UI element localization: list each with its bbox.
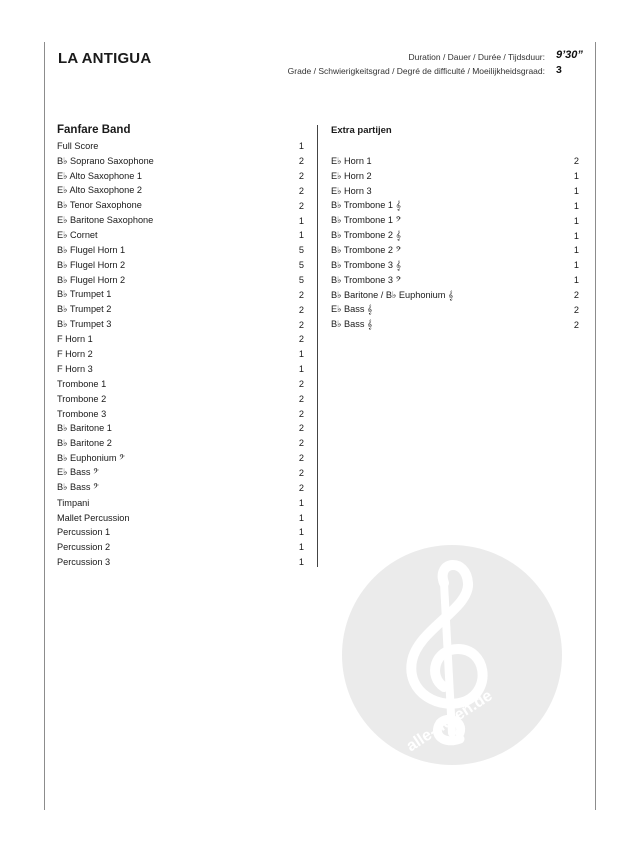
part-row xyxy=(57,406,304,421)
part-row xyxy=(57,169,304,184)
part-count: 1 xyxy=(573,245,579,256)
part-name: B♭ Trombone 2 𝄞 xyxy=(331,230,402,241)
part-count: 2 xyxy=(573,319,579,330)
part-name: B♭ Trumpet 2 xyxy=(57,304,112,315)
part-name: E♭ Horn 3 xyxy=(331,185,372,196)
part-row xyxy=(57,436,304,451)
part-count: 2 xyxy=(298,467,304,478)
part-count: 1 xyxy=(298,542,304,553)
part-count: 1 xyxy=(298,527,304,538)
extra-parts-list xyxy=(331,154,579,332)
part-row xyxy=(57,421,304,436)
part-row xyxy=(331,258,579,273)
part-row xyxy=(331,228,579,243)
part-count: 5 xyxy=(298,245,304,256)
part-row xyxy=(57,510,304,525)
part-row xyxy=(331,302,579,317)
part-count: 1 xyxy=(573,186,579,197)
part-row xyxy=(331,243,579,258)
part-row xyxy=(57,154,304,169)
part-name: B♭ Bass 𝄞 xyxy=(331,319,373,330)
part-row xyxy=(57,480,304,495)
extra-parts-heading: Extra partijen xyxy=(331,125,392,136)
page-title: LA ANTIGUA xyxy=(58,50,152,67)
part-name: Percussion 2 xyxy=(57,542,111,553)
part-name: B♭ Euphonium 𝄢 xyxy=(57,452,125,463)
part-count: 2 xyxy=(298,482,304,493)
part-row xyxy=(57,332,304,347)
part-name: B♭ Soprano Saxophone xyxy=(57,155,154,166)
part-row xyxy=(57,243,304,258)
duration-label: Duration / Dauer / Durée / Tijdsduur: xyxy=(408,52,545,62)
part-count: 2 xyxy=(298,453,304,464)
part-count: 1 xyxy=(573,171,579,182)
part-count: 1 xyxy=(573,215,579,226)
part-count: 2 xyxy=(298,378,304,389)
part-count: 2 xyxy=(298,319,304,330)
part-count: 1 xyxy=(573,230,579,241)
part-count: 2 xyxy=(298,200,304,211)
part-name: B♭ Trombone 3 𝄞 xyxy=(331,259,402,270)
part-name: Percussion 3 xyxy=(57,557,111,568)
part-row xyxy=(57,184,304,199)
part-row xyxy=(57,347,304,362)
part-name: F Horn 1 xyxy=(57,334,93,345)
part-name: B♭ Flugel Horn 2 xyxy=(57,274,126,285)
part-name: B♭ Baritone 1 xyxy=(57,422,112,433)
part-row xyxy=(57,377,304,392)
part-count: 2 xyxy=(298,171,304,182)
part-name: E♭ Baritone Saxophone xyxy=(57,215,154,226)
part-count: 2 xyxy=(298,408,304,419)
part-count: 5 xyxy=(298,260,304,271)
part-row xyxy=(331,184,579,199)
watermark-text: alle-noten.de xyxy=(403,687,496,756)
part-row xyxy=(57,362,304,377)
part-count: 1 xyxy=(573,260,579,271)
column-divider xyxy=(317,125,318,567)
part-name: B♭ Trombone 2 𝄢 xyxy=(331,244,402,255)
part-count: 5 xyxy=(298,275,304,286)
part-name: B♭ Trombone 1 𝄞 xyxy=(331,200,402,211)
part-name: E♭ Bass 𝄢 xyxy=(57,467,99,478)
part-count: 2 xyxy=(573,304,579,315)
part-name: Mallet Percussion xyxy=(57,512,130,523)
part-row xyxy=(57,555,304,570)
part-name: Percussion 1 xyxy=(57,527,111,538)
part-row xyxy=(331,154,579,169)
part-count: 2 xyxy=(298,438,304,449)
page-border-right xyxy=(595,42,596,810)
part-name: E♭ Alto Saxophone 1 xyxy=(57,170,143,181)
part-count: 1 xyxy=(573,275,579,286)
part-count: 2 xyxy=(298,304,304,315)
part-count: 1 xyxy=(298,557,304,568)
part-row xyxy=(57,198,304,213)
part-name: E♭ Horn 1 xyxy=(331,155,372,166)
part-name: B♭ Baritone 2 xyxy=(57,437,112,448)
part-row xyxy=(331,169,579,184)
part-row xyxy=(57,391,304,406)
page-border-left xyxy=(44,42,45,810)
part-name: Timpani xyxy=(57,497,90,508)
part-count: 1 xyxy=(298,215,304,226)
part-row xyxy=(57,525,304,540)
watermark-logo xyxy=(340,543,564,767)
part-count: 2 xyxy=(573,290,579,301)
fanfare-band-heading: Fanfare Band xyxy=(57,124,131,136)
part-count: 1 xyxy=(298,349,304,360)
part-count: 1 xyxy=(573,200,579,211)
part-row xyxy=(331,213,579,228)
part-row xyxy=(331,199,579,214)
part-row xyxy=(57,213,304,228)
duration-value: 9’30” xyxy=(556,49,583,61)
part-name: B♭ Trombone 1 𝄢 xyxy=(331,215,402,226)
part-count: 2 xyxy=(573,156,579,167)
part-name: E♭ Cornet xyxy=(57,229,98,240)
part-count: 2 xyxy=(298,185,304,196)
part-row xyxy=(57,495,304,510)
part-row xyxy=(57,540,304,555)
part-name: Trombone 2 xyxy=(57,393,107,404)
part-name: Trombone 3 xyxy=(57,408,107,419)
part-row xyxy=(57,287,304,302)
part-row xyxy=(57,139,304,154)
part-count: 1 xyxy=(298,141,304,152)
part-name: F Horn 2 xyxy=(57,349,93,360)
part-row xyxy=(57,258,304,273)
part-row xyxy=(331,273,579,288)
part-name: B♭ Trombone 3 𝄢 xyxy=(331,274,402,285)
part-row xyxy=(331,288,579,303)
part-name: E♭ Bass 𝄞 xyxy=(331,304,373,315)
part-count: 1 xyxy=(298,364,304,375)
part-count: 2 xyxy=(298,393,304,404)
grade-value: 3 xyxy=(556,64,562,76)
part-name: B♭ Trumpet 3 xyxy=(57,319,112,330)
part-row xyxy=(57,302,304,317)
grade-label: Grade / Schwierigkeitsgrad / Degré de difficulté / Moeilijkheidsgraad: xyxy=(287,66,545,76)
part-name: F Horn 3 xyxy=(57,364,93,375)
part-row xyxy=(57,273,304,288)
part-name: B♭ Flugel Horn 2 xyxy=(57,259,126,270)
part-row xyxy=(57,451,304,466)
part-name: B♭ Flugel Horn 1 xyxy=(57,244,126,255)
part-name: B♭ Bass 𝄢 xyxy=(57,482,99,493)
part-name: Trombone 1 xyxy=(57,378,107,389)
fanfare-band-parts-list xyxy=(57,139,304,569)
part-count: 2 xyxy=(298,423,304,434)
part-name: B♭ Baritone / B♭ Euphonium 𝄞 xyxy=(331,289,454,300)
part-count: 1 xyxy=(298,497,304,508)
part-name: E♭ Horn 2 xyxy=(331,170,372,181)
part-row xyxy=(331,317,579,332)
part-row xyxy=(57,317,304,332)
part-name: B♭ Tenor Saxophone xyxy=(57,200,142,211)
part-count: 2 xyxy=(298,334,304,345)
part-count: 2 xyxy=(298,289,304,300)
part-row xyxy=(57,228,304,243)
part-name: B♭ Trumpet 1 xyxy=(57,289,112,300)
part-name: E♭ Alto Saxophone 2 xyxy=(57,185,143,196)
part-row xyxy=(57,466,304,481)
part-count: 1 xyxy=(298,230,304,241)
part-count: 2 xyxy=(298,156,304,167)
part-name: Full Score xyxy=(57,141,99,152)
part-count: 1 xyxy=(298,512,304,523)
